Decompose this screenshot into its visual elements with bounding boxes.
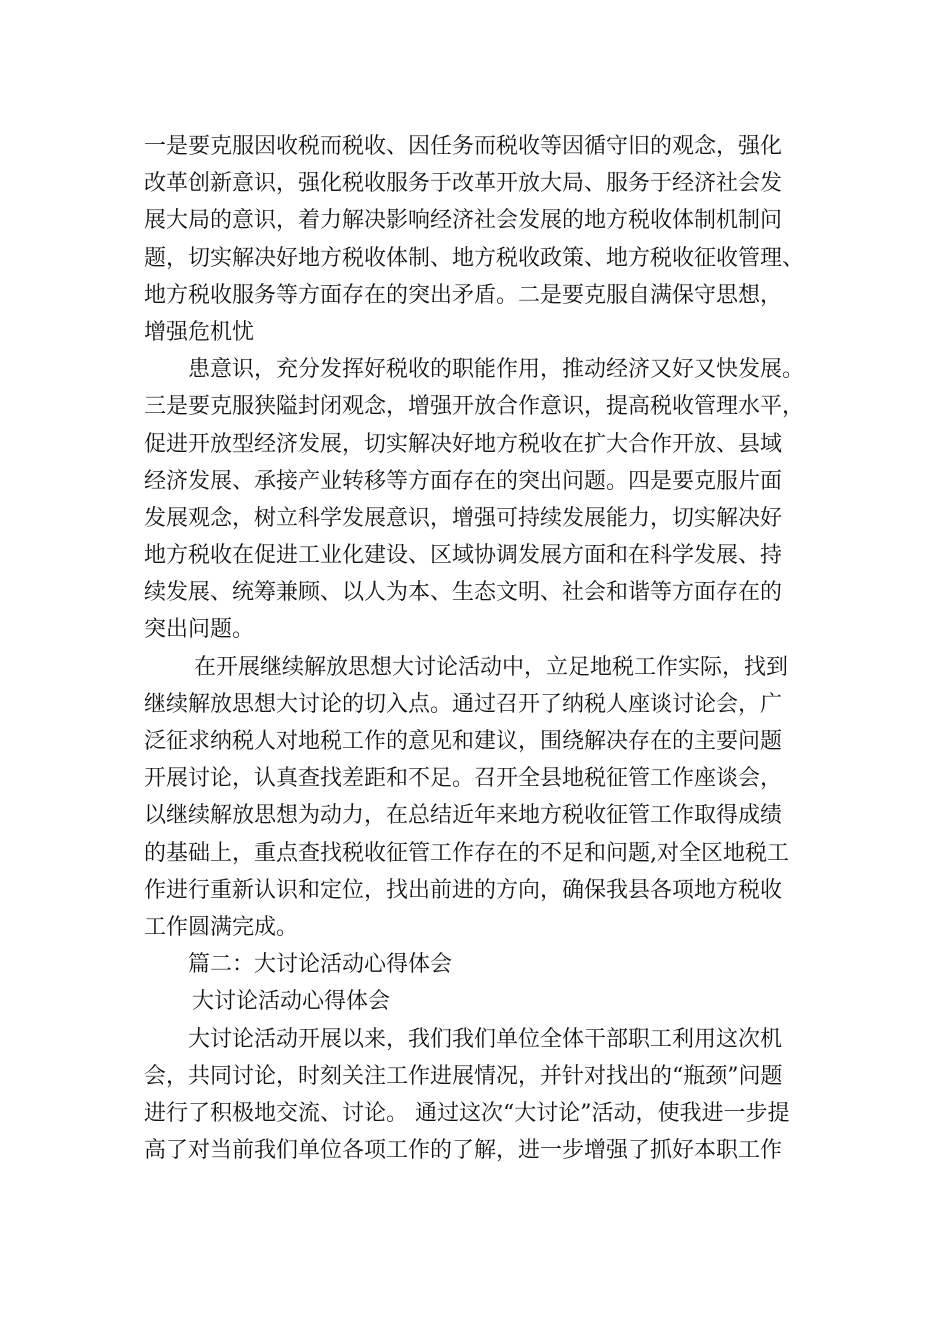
text-line: 继续解放思想大讨论的切入点。通过召开了纳税人座谈讨论会，广	[144, 691, 783, 717]
text-line: 开展讨论，认真查找差距和不足。召开全县地税征管工作座谈会，	[144, 766, 783, 792]
text-line: 高了对当前我们单位各项工作的了解，进一步增强了抓好本职工作	[144, 1138, 783, 1164]
text-line: 以继续解放思想为动力，在总结近年来地方税收征管工作取得成绩	[144, 803, 783, 829]
text-line: 泛征求纳税人对地税工作的意见和建议，围绕解决存在的主要问题	[144, 729, 783, 754]
text-line: 患意识，充分发挥好税收的职能作用，推动经济又好又快发展。	[188, 357, 805, 383]
section-heading: 篇二：大讨论活动心得体会	[188, 952, 453, 978]
text-line: 大讨论活动开展以来，我们我们单位全体干部职工利用这次机	[188, 1026, 783, 1052]
text-line: 地方税收服务等方面存在的突出矛盾。二是要克服自满保守思想，	[144, 282, 783, 308]
text-line: 展大局的意识，着力解决影响经济社会发展的地方税收体制机制问	[144, 208, 783, 234]
text-line: 作进行重新认识和定位，找出前进的方向，确保我县各项地方税收	[144, 877, 783, 903]
text-line: 续发展、统筹兼顾、以人为本、生态文明、社会和谐等方面存在的	[144, 580, 783, 606]
text-line: 改革创新意识，强化税收服务于改革开放大局、服务于经济社会发	[144, 171, 783, 197]
text-line: 经济发展、承接产业转移等方面存在的突出问题。四是要克服片面	[144, 468, 783, 494]
text-line: 地方税收在促进工业化建设、区域协调发展方面和在科学发展、持	[144, 543, 783, 569]
text-line: 一是要克服因收税而税收、因任务而税收等因循守旧的观念，强化	[144, 134, 783, 159]
text-line: 促进开放型经济发展，切实解决好地方税收在扩大合作开放、县域	[144, 431, 783, 457]
document-body	[144, 128, 824, 1169]
text-line: 的基础上，重点查找税收征管工作存在的不足和问题,对全区地税工	[144, 840, 789, 866]
text-line: 进行了积极地交流、讨论。 通过这次“大讨论”活动，使我进一步提	[144, 1100, 790, 1126]
text-line: 工作圆满完成。	[144, 914, 299, 940]
text-line: 题，切实解决好地方税收体制、地方税收政策、地方税收征收管理、	[144, 245, 805, 271]
article-title: 大讨论活动心得体会	[192, 989, 391, 1015]
text-line: 突出问题。	[144, 617, 255, 643]
text-line: 会，共同讨论，时刻关注工作进展情况，并针对找出的“瓶颈”问题	[144, 1063, 783, 1089]
text-line: 发展观念，树立科学发展意识，增强可持续发展能力，切实解决好	[144, 505, 783, 531]
text-line: 三是要克服狭隘封闭观念，增强开放合作意识，提高税收管理水平，	[144, 394, 805, 420]
text-line: 在开展继续解放思想大讨论活动中，立足地税工作实际，找到	[194, 654, 789, 680]
text-line: 增强危机忧	[144, 319, 255, 345]
